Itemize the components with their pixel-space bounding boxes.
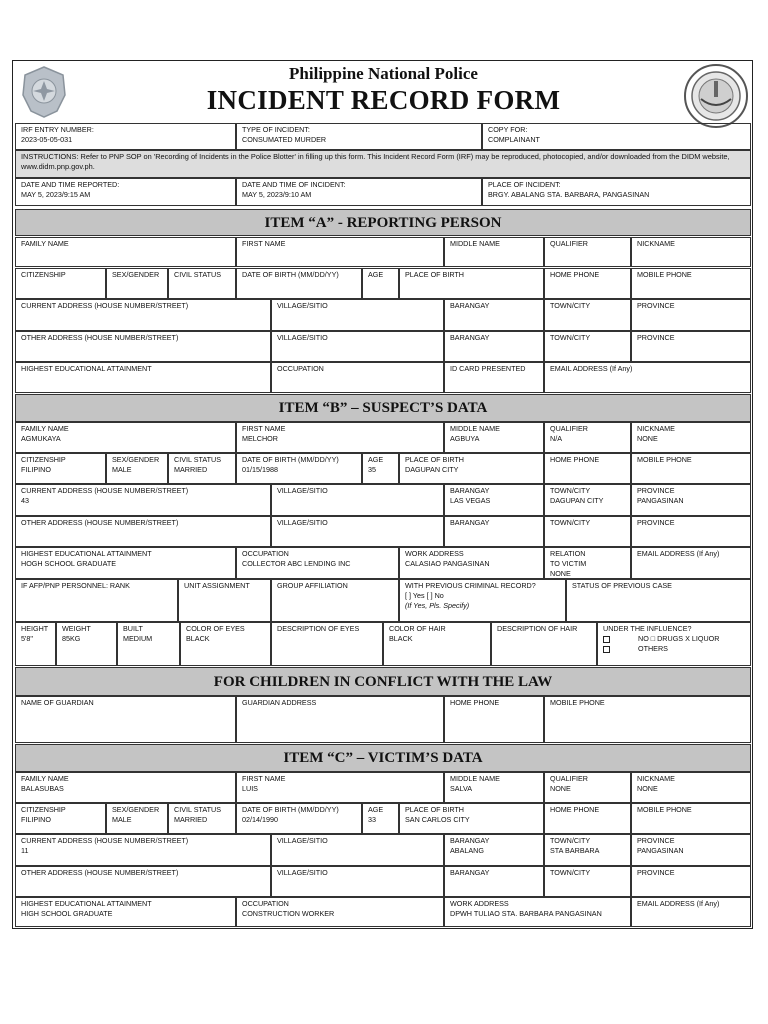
victim-middle-name[interactable]: MIDDLE NAME SALVA (444, 772, 544, 803)
reporter-current-address[interactable]: CURRENT ADDRESS (HOUSE NUMBER/STREET) (15, 299, 271, 331)
suspect-province-2[interactable]: PROVINCE (631, 516, 751, 547)
suspect-criminal-record[interactable]: WITH PREVIOUS CRIMINAL RECORD? [ ] Yes [ ] No (If Yes, Pls. Specify) (399, 579, 566, 622)
reporter-barangay-2[interactable]: BARANGAY (444, 331, 544, 362)
reporter-town[interactable]: TOWN/CITY (544, 299, 631, 331)
victim-work-address[interactable]: WORK ADDRESS DPWH TULIAO STA. BARBARA PANGASINAN (444, 897, 631, 927)
suspect-town[interactable]: TOWN/CITY DAGUPAN CITY (544, 484, 631, 516)
victim-mobile-phone[interactable]: MOBILE PHONE (631, 803, 751, 834)
suspect-mobile-phone[interactable]: MOBILE PHONE (631, 453, 751, 484)
victim-place-of-birth[interactable]: PLACE OF BIRTH SAN CARLOS CITY (399, 803, 544, 834)
place-of-incident[interactable]: PLACE OF INCIDENT: BRGY. ABALANG STA. BARBARA, PANGASINAN (482, 178, 751, 206)
reporter-civil-status[interactable]: CIVIL STATUS (168, 268, 236, 299)
suspect-occupation[interactable]: OCCUPATION COLLECTOR ABC LENDING INC (236, 547, 399, 579)
date-time-reported[interactable]: DATE AND TIME REPORTED: MAY 5, 2023/9:15 AM (15, 178, 236, 206)
victim-current-address[interactable]: CURRENT ADDRESS (HOUSE NUMBER/STREET) 11 (15, 834, 271, 866)
reporter-sex[interactable]: SEX/GENDER (106, 268, 168, 299)
victim-barangay[interactable]: BARANGAY ABALANG (444, 834, 544, 866)
reporter-age[interactable]: AGE (362, 268, 399, 299)
victim-village-2[interactable]: VILLAGE/SITIO (271, 866, 444, 897)
suspect-work-address[interactable]: WORK ADDRESS CALASIAO PANGASINAN (399, 547, 544, 579)
suspect-current-address[interactable]: CURRENT ADDRESS (HOUSE NUMBER/STREET) 43 (15, 484, 271, 516)
agency-name: Philippine National Police (289, 64, 478, 83)
victim-town-2[interactable]: TOWN/CITY (544, 866, 631, 897)
suspect-education[interactable]: HIGHEST EDUCATIONAL ATTAINMENT HOGH SCHOOL GRADUATE (15, 547, 236, 579)
form-title: INCIDENT RECORD FORM (206, 85, 561, 115)
suspect-sex[interactable]: SEX/GENDER MALE (106, 453, 168, 484)
section-item-a: ITEM “A” - REPORTING PERSON (15, 209, 751, 236)
suspect-middle-name[interactable]: MIDDLE NAME AGBUYA (444, 422, 544, 453)
victim-sex[interactable]: SEX/GENDER MALE (106, 803, 168, 834)
guardian-name[interactable]: NAME OF GUARDIAN (15, 696, 236, 743)
reporter-village[interactable]: VILLAGE/SITIO (271, 299, 444, 331)
suspect-hair-description[interactable]: DESCRIPTION OF HAIR (491, 622, 597, 666)
suspect-town-2[interactable]: TOWN/CITY (544, 516, 631, 547)
suspect-group-affiliation[interactable]: GROUP AFFILIATION (271, 579, 399, 622)
date-time-incident[interactable]: DATE AND TIME OF INCIDENT: MAY 5, 2023/9:10 AM (236, 178, 482, 206)
victim-qualifier[interactable]: QUALIFIER NONE (544, 772, 631, 803)
victim-family-name[interactable]: FAMILY NAME BALASUBAS (15, 772, 236, 803)
suspect-email[interactable]: EMAIL ADDRESS (If Any) (631, 547, 751, 579)
victim-citizenship[interactable]: CITIZENSHIP FILIPINO (15, 803, 106, 834)
suspect-family-name[interactable]: FAMILY NAME AGMUKAYA (15, 422, 236, 453)
suspect-eye-description[interactable]: DESCRIPTION OF EYES (271, 622, 383, 666)
suspect-eye-color[interactable]: COLOR OF EYES BLACK (180, 622, 271, 666)
victim-occupation[interactable]: OCCUPATION CONSTRUCTION WORKER (236, 897, 444, 927)
reporter-home-phone[interactable]: HOME PHONE (544, 268, 631, 299)
reporter-other-address[interactable]: OTHER ADDRESS (HOUSE NUMBER/STREET) (15, 331, 271, 362)
suspect-height[interactable]: HEIGHT 5'8" (15, 622, 56, 666)
victim-civil-status[interactable]: CIVIL STATUS MARRIED (168, 803, 236, 834)
suspect-age[interactable]: AGE 35 (362, 453, 399, 484)
reporter-qualifier[interactable]: QUALIFIER (544, 237, 631, 267)
reporter-occupation[interactable]: OCCUPATION (271, 362, 444, 393)
reporter-citizenship[interactable]: CITIZENSHIP (15, 268, 106, 299)
reporter-place-of-birth[interactable]: PLACE OF BIRTH (399, 268, 544, 299)
suspect-nickname[interactable]: NICKNAME NONE (631, 422, 751, 453)
suspect-barangay[interactable]: BARANGAY LAS VEGAS (444, 484, 544, 516)
reporter-province-2[interactable]: PROVINCE (631, 331, 751, 362)
suspect-previous-case-status[interactable]: STATUS OF PREVIOUS CASE (566, 579, 751, 622)
suspect-province[interactable]: PROVINCE PANGASINAN (631, 484, 751, 516)
suspect-village-2[interactable]: VILLAGE/SITIO (271, 516, 444, 547)
victim-home-phone[interactable]: HOME PHONE (544, 803, 631, 834)
influence-checkbox-2[interactable] (603, 646, 610, 653)
suspect-other-address[interactable]: OTHER ADDRESS (HOUSE NUMBER/STREET) (15, 516, 271, 547)
incident-record-form (12, 60, 753, 929)
reporter-middle-name[interactable]: MIDDLE NAME (444, 237, 544, 267)
reporter-province[interactable]: PROVINCE (631, 299, 751, 331)
reporter-town-2[interactable]: TOWN/CITY (544, 331, 631, 362)
suspect-under-influence[interactable]: UNDER THE INFLUENCE? NO □ DRUGS X LIQUOR OTHERS (597, 622, 751, 666)
influence-checkbox-1[interactable] (603, 636, 610, 643)
copy-for[interactable]: COPY FOR: COMPLAINANT (482, 123, 751, 150)
victim-province-2[interactable]: PROVINCE (631, 866, 751, 897)
suspect-village[interactable]: VILLAGE/SITIO (271, 484, 444, 516)
guardian-address[interactable]: GUARDIAN ADDRESS (236, 696, 444, 743)
type-of-incident[interactable]: TYPE OF INCIDENT: CONSUMATED MURDER (236, 123, 482, 150)
suspect-citizenship[interactable]: CITIZENSHIP FILIPINO (15, 453, 106, 484)
reporter-email[interactable]: EMAIL ADDRESS (If Any) (544, 362, 751, 393)
suspect-place-of-birth[interactable]: PLACE OF BIRTH DAGUPAN CITY (399, 453, 544, 484)
reporter-barangay[interactable]: BARANGAY (444, 299, 544, 331)
irf-entry-number[interactable]: IRF ENTRY NUMBER: 2023-05-05-031 (15, 123, 236, 150)
reporter-education[interactable]: HIGHEST EDUCATIONAL ATTAINMENT (15, 362, 271, 393)
suspect-barangay-2[interactable]: BARANGAY (444, 516, 544, 547)
victim-dob[interactable]: DATE OF BIRTH (MM/DD/YY) 02/14/1990 (236, 803, 362, 834)
victim-first-name[interactable]: FIRST NAME LUIS (236, 772, 444, 803)
suspect-built[interactable]: BUILT MEDIUM (117, 622, 180, 666)
victim-age[interactable]: AGE 33 (362, 803, 399, 834)
reporter-mobile-phone[interactable]: MOBILE PHONE (631, 268, 751, 299)
section-item-b: ITEM “B” – SUSPECT’S DATA (15, 394, 751, 422)
suspect-weight[interactable]: WEIGHT 85KG (56, 622, 117, 666)
victim-other-address[interactable]: OTHER ADDRESS (HOUSE NUMBER/STREET) (15, 866, 271, 897)
guardian-home-phone[interactable]: HOME PHONE (444, 696, 544, 743)
suspect-unit-assignment[interactable]: UNIT ASSIGNMENT (178, 579, 271, 622)
victim-email[interactable]: EMAIL ADDRESS (If Any) (631, 897, 751, 927)
seal-logo (683, 63, 749, 129)
suspect-home-phone[interactable]: HOME PHONE (544, 453, 631, 484)
section-item-c: ITEM “C” – VICTIM’S DATA (15, 744, 751, 772)
suspect-dob[interactable]: DATE OF BIRTH (MM/DD/YY) 01/15/1988 (236, 453, 362, 484)
suspect-civil-status[interactable]: CIVIL STATUS MARRIED (168, 453, 236, 484)
reporter-id-card[interactable]: ID CARD PRESENTED (444, 362, 544, 393)
instructions-text: INSTRUCTIONS: Refer to PNP SOP on 'Recording of Incidents in the Police Blotter' in filling up this form. This Incident Record Form (IRF) may be reproduced, photocopied, and/or downloaded from the DIDM website, www.didm.pnp.gov.ph. (15, 150, 751, 178)
victim-nickname[interactable]: NICKNAME NONE (631, 772, 751, 803)
victim-barangay-2[interactable]: BARANGAY (444, 866, 544, 897)
victim-village[interactable]: VILLAGE/SITIO (271, 834, 444, 866)
reporter-nickname[interactable]: NICKNAME (631, 237, 751, 267)
reporter-village-2[interactable]: VILLAGE/SITIO (271, 331, 444, 362)
victim-town[interactable]: TOWN/CITY STA BARBARA (544, 834, 631, 866)
victim-education[interactable]: HIGHEST EDUCATIONAL ATTAINMENT HIGH SCHOOL GRADUATE (15, 897, 236, 927)
criminal-record-options[interactable]: [ ] Yes [ ] No (405, 591, 444, 600)
reporter-dob[interactable]: DATE OF BIRTH (MM/DD/YY) (236, 268, 362, 299)
suspect-hair-color[interactable]: COLOR OF HAIR BLACK (383, 622, 491, 666)
victim-province[interactable]: PROVINCE PANGASINAN (631, 834, 751, 866)
suspect-qualifier[interactable]: QUALIFIER N/A (544, 422, 631, 453)
reporter-first-name[interactable]: FIRST NAME (236, 237, 444, 267)
guardian-mobile-phone[interactable]: MOBILE PHONE (544, 696, 751, 743)
suspect-relation[interactable]: RELATION TO VICTIM NONE (544, 547, 631, 579)
suspect-rank[interactable]: IF AFP/PNP PERSONNEL: RANK (15, 579, 178, 622)
section-children-conflict: FOR CHILDREN IN CONFLICT WITH THE LAW (15, 667, 751, 696)
suspect-first-name[interactable]: FIRST NAME MELCHOR (236, 422, 444, 453)
reporter-family-name[interactable]: FAMILY NAME (15, 237, 236, 267)
